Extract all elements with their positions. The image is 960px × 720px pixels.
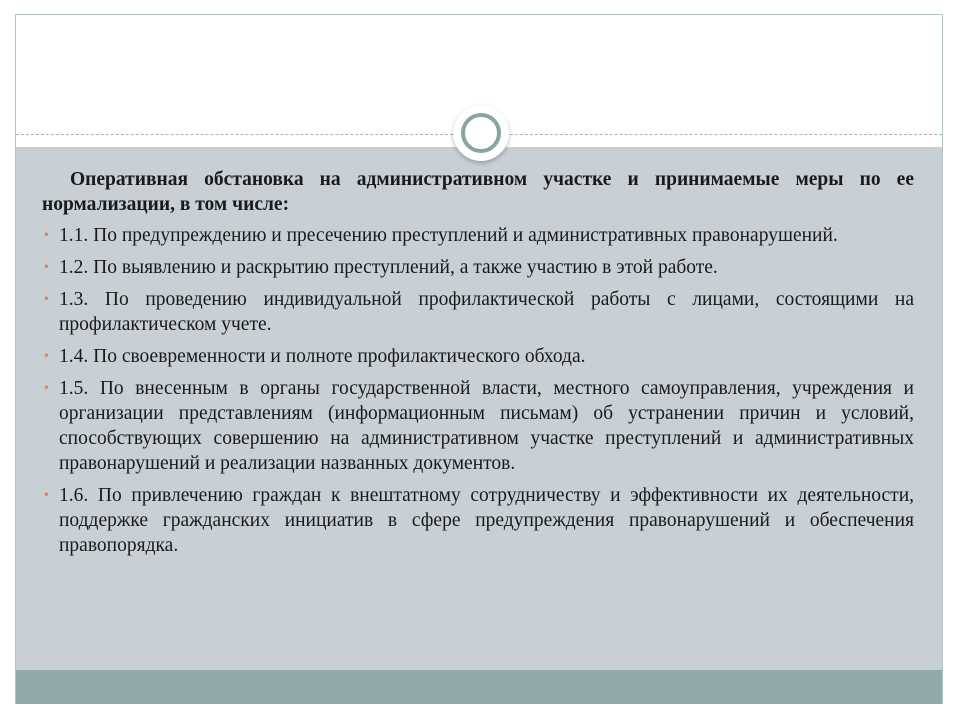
list-item-text: 1.3. По проведению индивидуальной профилактической работы с лицами, состоящими на профилактическом учете. [59, 289, 914, 335]
slide-body [42, 167, 914, 565]
list-item-text: 1.6. По привлечению граждан к внештатному сотрудничеству и эффективности их деятельности, поддержке гражданских инициатив в сфере предупреждения правонарушений и обеспечения правопорядка. [59, 485, 914, 556]
bottom-bar [16, 670, 942, 704]
bullet-icon: • [44, 228, 49, 243]
list-item [42, 255, 914, 280]
list-item-text: 1.5. По внесенным в органы государственной власти, местного самоуправления, учреждения и организации представлениям (информационным письмам) об устранении причин и условий, способствующих совершению на административном участке преступлений и административных правонарушений и реализации названных документов. [59, 378, 914, 474]
list-item [42, 223, 914, 248]
slide [15, 14, 943, 704]
list-item-text: 1.2. По выявлению и раскрытию преступлений, а также участию в этой работе. [59, 257, 718, 278]
bullet-icon: • [44, 488, 49, 503]
list-item-text: 1.1. По предупреждению и пресечению преступлений и административных правонарушений. [59, 225, 838, 246]
list-item [42, 344, 914, 369]
bullet-icon: • [44, 349, 49, 364]
list-item [42, 483, 914, 558]
bullet-icon: • [44, 260, 49, 275]
ring-ornament-icon [453, 105, 509, 161]
bullet-list [42, 223, 914, 558]
slide-heading: Оперативная обстановка на административном участке и принимаемые меры по ее нормализации, в том числе: [42, 169, 914, 215]
list-item-text: 1.4. По своевременности и полноте профилактического обхода. [59, 346, 586, 367]
list-item [42, 376, 914, 476]
list-item [42, 287, 914, 337]
bullet-icon: • [44, 292, 49, 307]
bullet-icon: • [44, 381, 49, 396]
